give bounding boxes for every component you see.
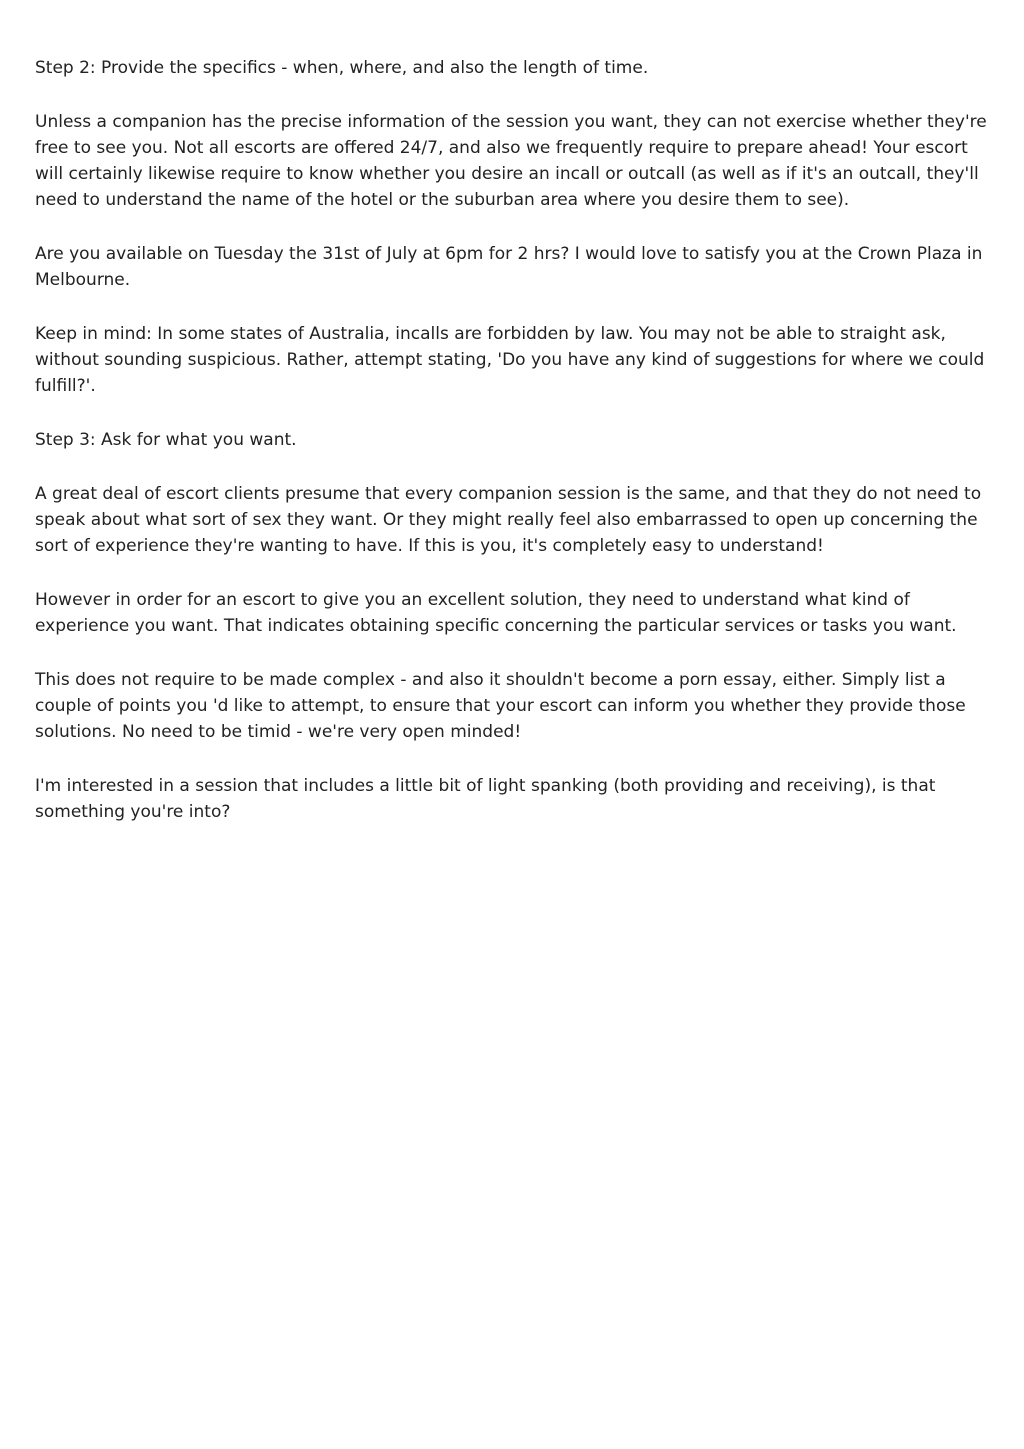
paragraph-example-interest: I'm interested in a session that includes a little bit of light spanking (both providing and receiving), is that something you're into? xyxy=(35,776,936,822)
document-body xyxy=(35,55,995,853)
paragraph-excellent-solution: However in order for an escort to give you an excellent solution, they need to understand what kind of experience you want. That indicates obtaining specific concerning the particular services or tasks you want. xyxy=(35,590,957,636)
paragraph-specifics-explanation: Unless a companion has the precise information of the session you want, they can not exercise whether they're free to see you. Not all escorts are offered 24/7, and also we frequently require to prepare ahead! Your escort will certainly likewise require to know whether you desire an incall or outcall (as well as if it's an outcall, they'll need to understand the name of the hotel or the suburban area where you desire them to see). xyxy=(35,112,987,210)
paragraph-keep-in-mind: Keep in mind: In some states of Australia, incalls are forbidden by law. You may not be able to straight ask, without sounding suspicious. Rather, attempt stating, 'Do you have any kind of suggestions for where we could fulfill?'. xyxy=(35,324,985,396)
paragraph-not-complex: This does not require to be made complex - and also it shouldn't become a porn essay, either. Simply list a couple of points you 'd like to attempt, to ensure that your escort can inform you whether they provide those solutions. No need to be timid - we're very open minded! xyxy=(35,670,966,742)
paragraph-clients-presume: A great deal of escort clients presume that every companion session is the same, and that they do not need to speak about what sort of sex they want. Or they might really feel also embarrassed to open up concerning the sort of experience they're wanting to have. If this is you, it's completely easy to understand! xyxy=(35,484,982,556)
paragraph-step-2-heading: Step 2: Provide the specifics - when, where, and also the length of time. xyxy=(35,58,649,78)
paragraph-step-3-heading: Step 3: Ask for what you want. xyxy=(35,430,297,450)
paragraph-example-request: Are you available on Tuesday the 31st of July at 6pm for 2 hrs? I would love to satisfy you at the Crown Plaza in Melbourne. xyxy=(35,244,983,290)
